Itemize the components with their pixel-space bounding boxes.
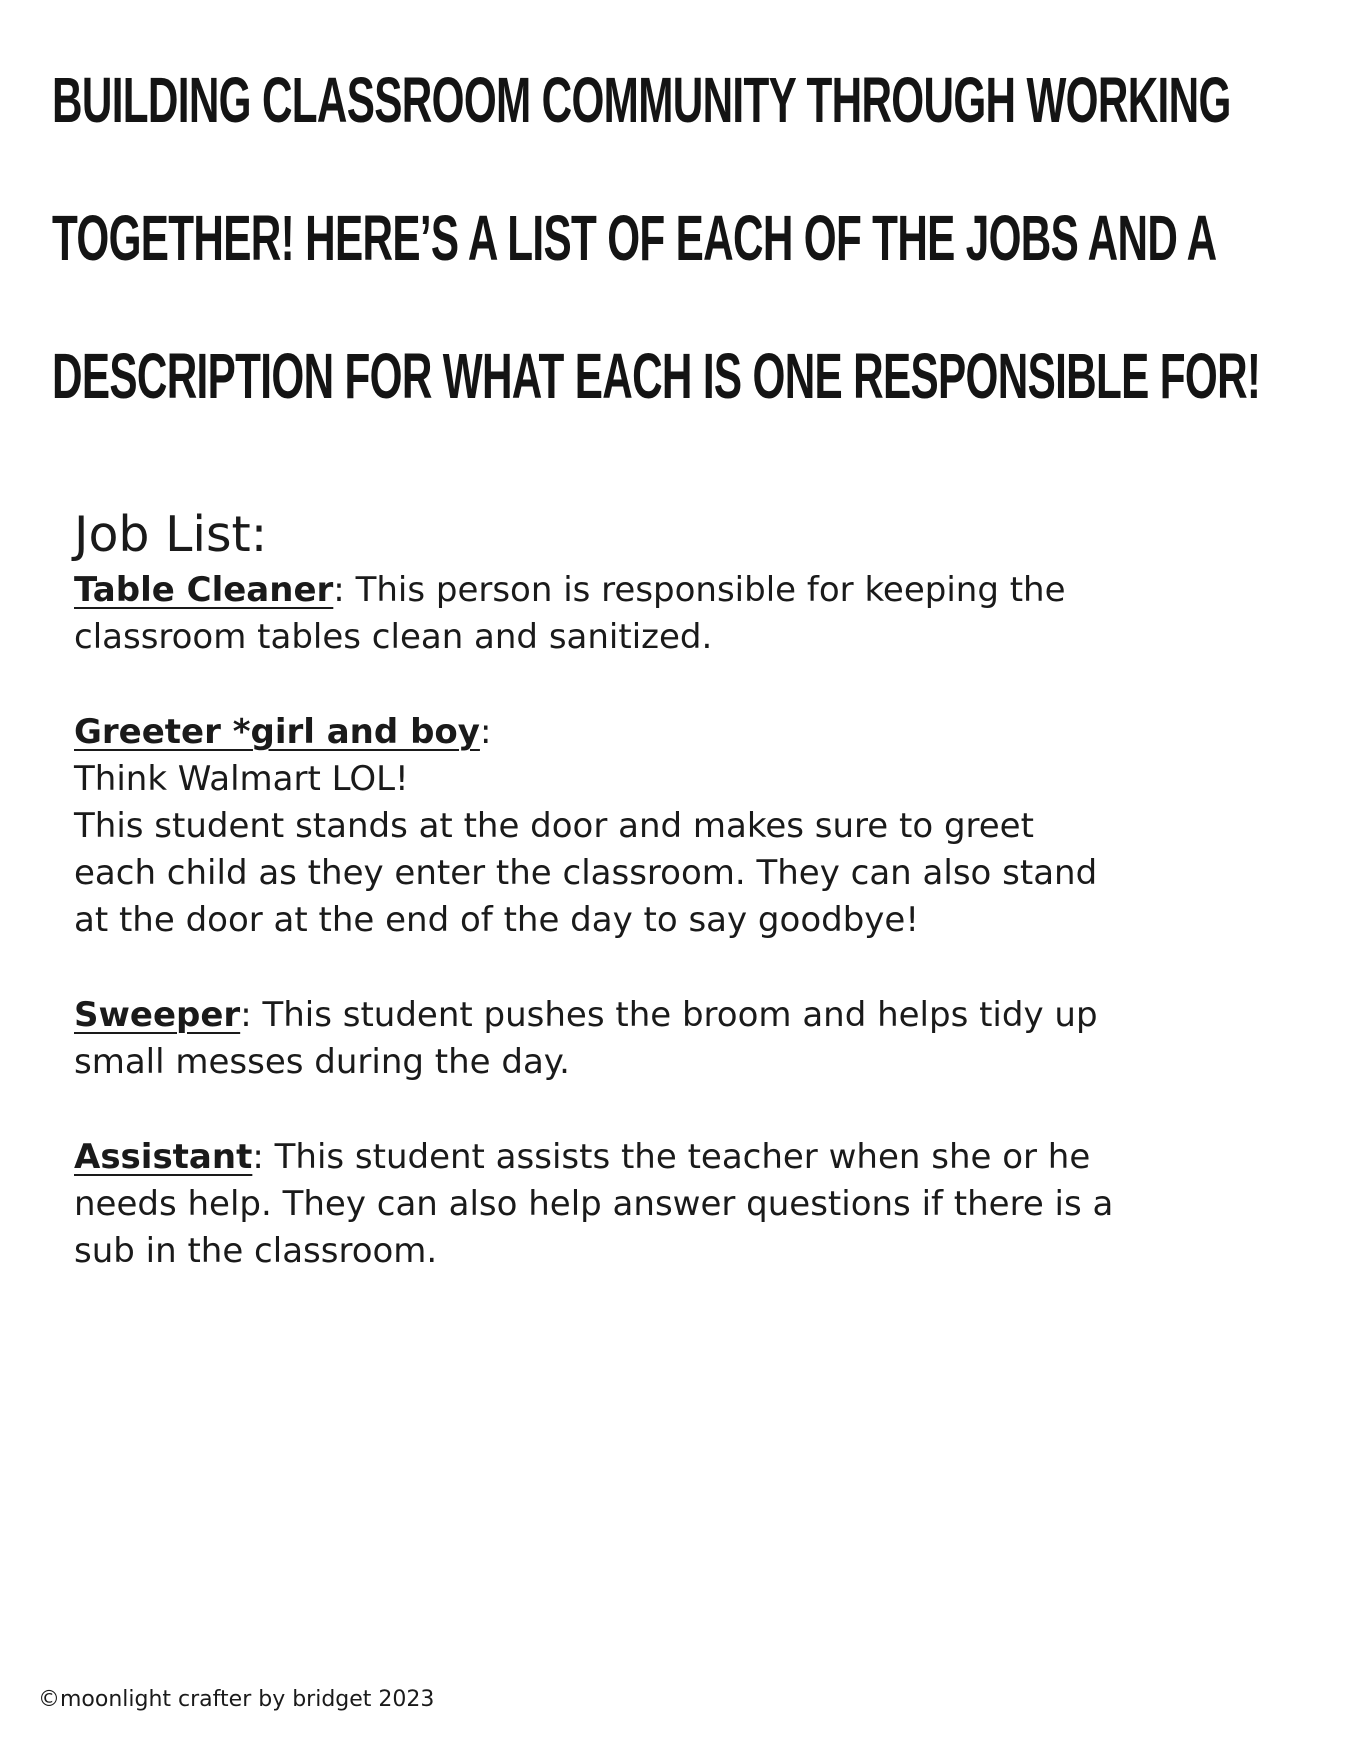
- copyright-footer: ©moonlight crafter by bridget 2023: [38, 1687, 435, 1712]
- job-greeter: [74, 709, 1254, 944]
- job-table-cleaner: [74, 567, 1254, 661]
- job-list-heading: Job List:: [74, 506, 268, 563]
- job-description-line: This person is responsible for keeping the: [344, 570, 1066, 610]
- job-separator: :: [333, 570, 345, 610]
- job-description-line: classroom tables clean and sanitized.: [74, 617, 713, 657]
- job-description-line: at the door at the end of the day to say goodbye!: [74, 900, 919, 940]
- title-line-2: TOGETHER! HERE’S A LIST OF EACH OF THE JOBS AND A: [52, 202, 1217, 274]
- page-title: [52, 64, 1302, 424]
- job-description-line: sub in the classroom.: [74, 1231, 438, 1271]
- job-separator: :: [240, 995, 252, 1035]
- job-description-line: This student pushes the broom and helps tidy up: [251, 995, 1098, 1035]
- job-description-line: small messes during the day.: [74, 1042, 570, 1082]
- job-description-line: This student stands at the door and makes sure to greet: [74, 806, 1034, 846]
- job-description-line: Think Walmart LOL!: [74, 759, 409, 799]
- job-list-section: [74, 505, 1254, 1323]
- job-description-line: each child as they enter the classroom. They can also stand: [74, 853, 1098, 893]
- job-description-line: needs help. They can also help answer questions if there is a: [74, 1184, 1114, 1224]
- job-first-line: [74, 567, 1254, 614]
- job-separator: :: [252, 1137, 264, 1177]
- job-name: Greeter *girl and boy: [74, 712, 480, 752]
- job-name: Sweeper: [74, 995, 241, 1035]
- job-separator: :: [479, 712, 492, 752]
- title-line-3: DESCRIPTION FOR WHAT EACH IS ONE RESPONSIBLE FOR!: [52, 340, 1261, 412]
- job-assistant: [74, 1134, 1254, 1275]
- job-name: Assistant: [74, 1137, 253, 1177]
- job-sweeper: [74, 992, 1254, 1086]
- title-line-1: BUILDING CLASSROOM COMMUNITY THROUGH WORKING: [52, 64, 1231, 136]
- job-description-line: This student assists the teacher when she or he: [263, 1137, 1091, 1177]
- job-first-line: [74, 709, 1254, 756]
- job-first-line: [74, 1134, 1254, 1181]
- job-first-line: [74, 992, 1254, 1039]
- job-name: Table Cleaner: [74, 570, 334, 610]
